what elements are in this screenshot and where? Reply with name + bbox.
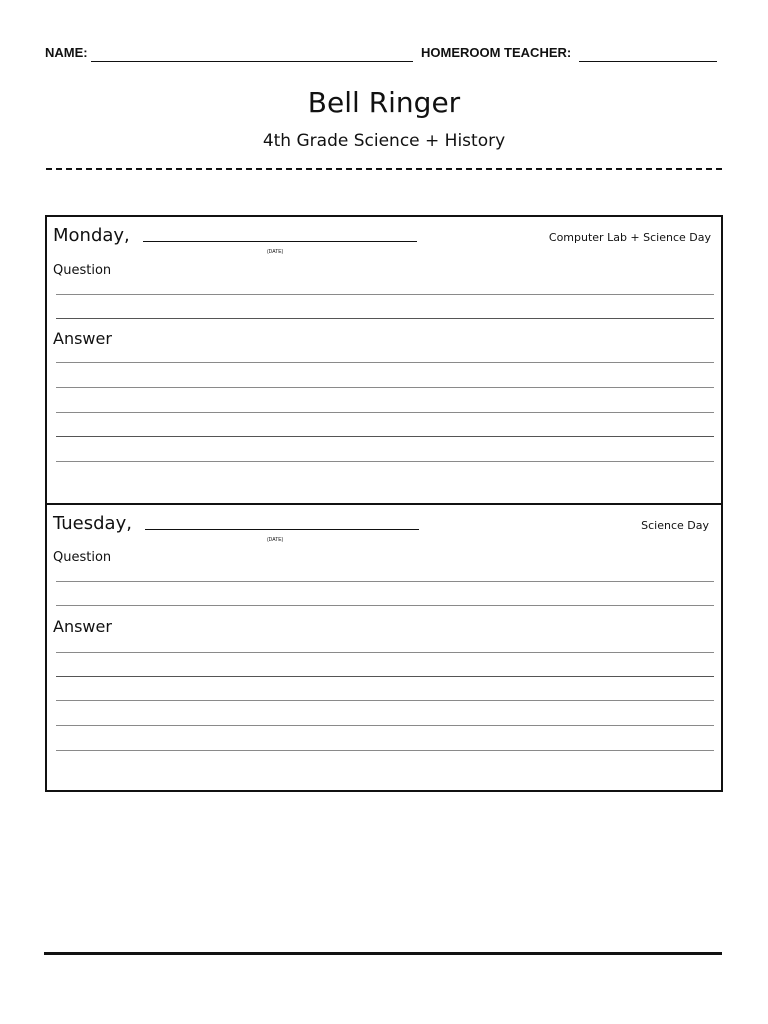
question-writing-line[interactable] [56,605,714,606]
answer-writing-line[interactable] [56,676,714,677]
name-field-line[interactable] [91,61,413,62]
answer-writing-line[interactable] [56,652,714,653]
date-field-line[interactable] [143,241,417,242]
date-caption: (DATE) [267,249,284,255]
answer-writing-line[interactable] [56,412,714,413]
day-section-monday [47,217,721,505]
day-label: Monday, [53,225,130,246]
day-section-tuesday [47,505,721,790]
day-note: Computer Lab + Science Day [548,231,711,244]
answer-writing-line[interactable] [56,750,714,751]
answer-writing-line[interactable] [56,436,714,437]
day-note: Science Day [641,519,709,532]
bell-ringer-box [45,215,723,792]
day-label: Tuesday, [53,513,132,534]
page-title: Bell Ringer [307,86,461,119]
date-caption: (DATE) [267,537,284,543]
homeroom-teacher-field-line[interactable] [579,61,717,62]
question-writing-line[interactable] [56,581,714,582]
name-label: NAME: [45,45,88,60]
header-row [45,45,725,65]
answer-writing-line[interactable] [56,725,714,726]
answer-writing-line[interactable] [56,700,714,701]
question-writing-line[interactable] [56,318,714,319]
answer-writing-line[interactable] [56,387,714,388]
question-writing-line[interactable] [56,294,714,295]
homeroom-teacher-label: HOMEROOM TEACHER: [421,45,572,60]
answer-writing-line[interactable] [56,362,714,363]
page-subtitle: 4th Grade Science + History [262,131,506,151]
question-label: Question [53,550,112,565]
date-field-line[interactable] [145,529,419,530]
answer-label: Answer [53,617,112,636]
answer-writing-line[interactable] [56,461,714,462]
footer-rule [44,952,722,955]
question-label: Question [53,263,112,278]
answer-label: Answer [53,329,112,348]
dashed-separator [46,168,722,170]
